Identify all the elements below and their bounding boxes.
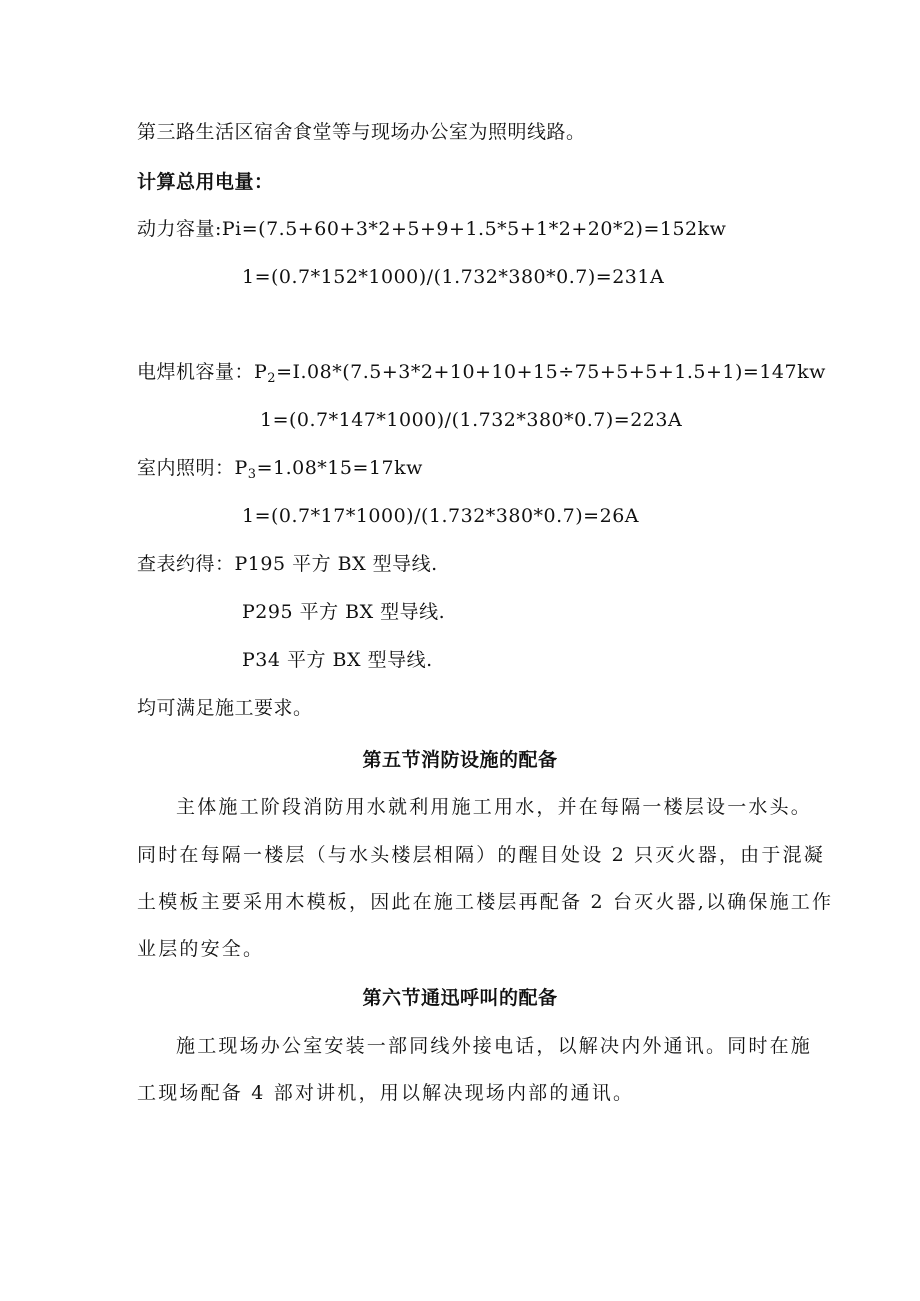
text-line-lighting-circuit: 第三路生活区宿舍食堂等与现场办公室为照明线路。	[137, 121, 586, 143]
welder-prefix: 电焊机容量：P	[137, 361, 268, 383]
text-lookup-result-1: 查表约得：P195 平方 BX 型导线.	[137, 553, 438, 575]
paragraph-comm-line-1: 施工现场办公室安装一部同线外接电话，以解决内外通讯。同时在施	[176, 1035, 813, 1057]
paragraph-fire-line-2: 同时在每隔一楼层（与水头楼层相隔）的醒目处设 2 只灭火器，由于混凝	[137, 844, 825, 866]
paragraph-fire-line-3: 土模板主要采用木模板，因此在施工楼层再配备 2 台灭火器,以确保施工作	[137, 891, 834, 913]
formula-indoor-lighting	[137, 456, 423, 480]
paragraph-fire-line-4: 业层的安全。	[137, 938, 265, 960]
formula-welder-capacity	[137, 360, 826, 384]
subheading-total-power: 计算总用电量：	[137, 171, 274, 193]
welder-rest: =I.08*(7.5+3*2+10+10+15÷75+5+5+1.5+1)=147kw	[276, 361, 826, 383]
text-lookup-result-2: P295 平方 BX 型导线.	[242, 601, 446, 623]
formula-current-3: 1=(0.7*17*1000)/(1.732*380*0.7)=26A	[242, 505, 639, 527]
lighting-subscript: 3	[247, 467, 257, 482]
formula-current-2: 1=(0.7*147*1000)/(1.732*380*0.7)=223A	[260, 409, 683, 431]
lighting-prefix: 室内照明：P	[137, 457, 248, 479]
formula-current-1: 1=(0.7*152*1000)/(1.732*380*0.7)=231A	[242, 266, 665, 288]
section-heading-fire-protection: 第五节消防设施的配备	[362, 749, 558, 771]
welder-subscript: 2	[267, 371, 277, 386]
section-heading-communication: 第六节通迅呼叫的配备	[362, 987, 558, 1009]
formula-power-capacity: 动力容量:Pi=(7.5+60+3*2+5+9+1.5*5+1*2+20*2)=152kw	[137, 218, 727, 240]
paragraph-fire-line-1: 主体施工阶段消防用水就利用施工用水，并在每隔一楼层设一水头。	[176, 796, 813, 818]
lighting-rest: =1.08*15=17kw	[256, 457, 423, 479]
paragraph-comm-line-2: 工现场配备 4 部对讲机，用以解决现场内部的通讯。	[137, 1082, 635, 1104]
text-lookup-result-3: P34 平方 BX 型导线.	[242, 649, 433, 671]
text-meets-requirements: 均可满足施工要求。	[137, 697, 313, 719]
